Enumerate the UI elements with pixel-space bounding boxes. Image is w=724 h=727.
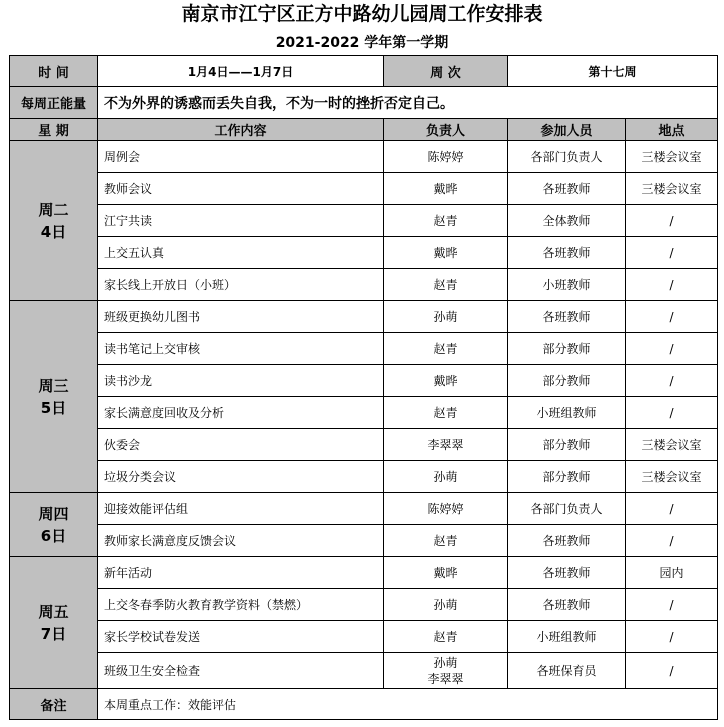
work-content: 新年活动 xyxy=(98,557,384,589)
location: / xyxy=(626,301,718,333)
motto-label: 每周正能量 xyxy=(10,87,98,119)
schedule-row xyxy=(10,589,718,621)
work-content: 上交五认真 xyxy=(98,237,384,269)
leader-name: 孙萌 xyxy=(433,655,458,670)
day-label xyxy=(10,141,98,301)
work-content: 班级更换幼儿图书 xyxy=(98,301,384,333)
col-participants: 参加人员 xyxy=(508,119,626,141)
work-content: 江宁共读 xyxy=(98,205,384,237)
participants: 全体教师 xyxy=(508,205,626,237)
location: 三楼会议室 xyxy=(626,429,718,461)
remarks-label: 备注 xyxy=(10,689,98,720)
day-label xyxy=(10,493,98,557)
leader: 赵青 xyxy=(384,269,508,301)
work-content: 教师会议 xyxy=(98,173,384,205)
location: / xyxy=(626,365,718,397)
participants: 各班保育员 xyxy=(508,653,626,689)
schedule-row xyxy=(10,333,718,365)
leader: 赵青 xyxy=(384,621,508,653)
location: 三楼会议室 xyxy=(626,173,718,205)
location: / xyxy=(626,333,718,365)
schedule-row xyxy=(10,429,718,461)
schedule-row xyxy=(10,365,718,397)
leader: 赵青 xyxy=(384,525,508,557)
work-content: 家长满意度回收及分析 xyxy=(98,397,384,429)
location: / xyxy=(626,269,718,301)
location: 三楼会议室 xyxy=(626,141,718,173)
work-content: 读书笔记上交审核 xyxy=(98,333,384,365)
leader xyxy=(384,653,508,689)
date-range: 1月4日——1月7日 xyxy=(98,56,384,87)
schedule-row xyxy=(10,525,718,557)
schedule-table xyxy=(9,55,718,720)
work-content: 迎接效能评估组 xyxy=(98,493,384,525)
motto-row xyxy=(10,87,718,119)
leader: 陈婷婷 xyxy=(384,141,508,173)
work-content: 家长学校试卷发送 xyxy=(98,621,384,653)
location: / xyxy=(626,205,718,237)
work-content: 家长线上开放日（小班） xyxy=(98,269,384,301)
schedule-row xyxy=(10,493,718,525)
work-content: 班级卫生安全检查 xyxy=(98,653,384,689)
participants: 部分教师 xyxy=(508,461,626,493)
week-label: 周 次 xyxy=(384,56,508,87)
participants: 小班组教师 xyxy=(508,397,626,429)
location: / xyxy=(626,397,718,429)
leader: 戴晔 xyxy=(384,237,508,269)
location: / xyxy=(626,589,718,621)
day-date: 5日 xyxy=(40,398,67,417)
col-day: 星 期 xyxy=(10,119,98,141)
leader: 戴晔 xyxy=(384,173,508,205)
work-content: 读书沙龙 xyxy=(98,365,384,397)
leader: 戴晔 xyxy=(384,365,508,397)
day-name: 周二 xyxy=(38,200,69,219)
participants: 各班教师 xyxy=(508,557,626,589)
participants: 各班教师 xyxy=(508,173,626,205)
work-content: 教师家长满意度反馈会议 xyxy=(98,525,384,557)
time-label: 时 间 xyxy=(10,56,98,87)
schedule-row xyxy=(10,269,718,301)
participants: 各部门负责人 xyxy=(508,493,626,525)
schedule-row xyxy=(10,205,718,237)
schedule-row xyxy=(10,173,718,205)
schedule-row xyxy=(10,461,718,493)
location: / xyxy=(626,621,718,653)
day-date: 4日 xyxy=(40,222,67,241)
participants: 部分教师 xyxy=(508,429,626,461)
schedule-row xyxy=(10,621,718,653)
remarks-row xyxy=(10,689,718,720)
semester-subtitle: 2021-2022 学年第一学期 xyxy=(275,35,449,51)
remarks-text: 本周重点工作：效能评估 xyxy=(98,689,718,720)
participants: 小班教师 xyxy=(508,269,626,301)
col-location: 地点 xyxy=(626,119,718,141)
schedule-row xyxy=(10,141,718,173)
day-date: 6日 xyxy=(40,526,67,545)
leader: 孙萌 xyxy=(384,301,508,333)
work-content: 上交冬春季防火教育教学资料（禁燃） xyxy=(98,589,384,621)
day-name: 周四 xyxy=(38,504,69,523)
leader: 赵青 xyxy=(384,333,508,365)
leader: 孙萌 xyxy=(384,589,508,621)
col-content: 工作内容 xyxy=(98,119,384,141)
location: / xyxy=(626,525,718,557)
day-date: 7日 xyxy=(40,624,67,643)
participants: 各班教师 xyxy=(508,525,626,557)
participants: 各班教师 xyxy=(508,589,626,621)
leader: 戴晔 xyxy=(384,557,508,589)
location: / xyxy=(626,653,718,689)
column-header-row xyxy=(10,119,718,141)
page-title: 南京市江宁区正方中路幼儿园周工作安排表 xyxy=(181,3,543,25)
leader-name: 李翠翠 xyxy=(427,671,464,686)
participants: 各班教师 xyxy=(508,237,626,269)
col-leader: 负责人 xyxy=(384,119,508,141)
participants: 部分教师 xyxy=(508,365,626,397)
work-content: 伙委会 xyxy=(98,429,384,461)
participants: 部分教师 xyxy=(508,333,626,365)
work-content: 垃圾分类会议 xyxy=(98,461,384,493)
participants: 各部门负责人 xyxy=(508,141,626,173)
day-name: 周五 xyxy=(38,602,69,621)
participants: 各班教师 xyxy=(508,301,626,333)
day-label xyxy=(10,301,98,493)
participants: 小班组教师 xyxy=(508,621,626,653)
schedule-row xyxy=(10,237,718,269)
day-name: 周三 xyxy=(38,376,69,395)
work-content: 周例会 xyxy=(98,141,384,173)
schedule-row xyxy=(10,653,718,689)
leader: 赵青 xyxy=(384,205,508,237)
motto-text: 不为外界的诱惑而丢失自我，不为一时的挫折否定自己。 xyxy=(98,87,718,119)
schedule-row xyxy=(10,397,718,429)
leader: 李翠翠 xyxy=(384,429,508,461)
location: / xyxy=(626,237,718,269)
location: / xyxy=(626,493,718,525)
leader: 孙萌 xyxy=(384,461,508,493)
day-label xyxy=(10,557,98,689)
leader: 赵青 xyxy=(384,397,508,429)
week-value: 第十七周 xyxy=(508,56,718,87)
leader: 陈婷婷 xyxy=(384,493,508,525)
schedule-row xyxy=(10,301,718,333)
header-row xyxy=(10,56,718,87)
location: 园内 xyxy=(626,557,718,589)
schedule-row xyxy=(10,557,718,589)
location: 三楼会议室 xyxy=(626,461,718,493)
